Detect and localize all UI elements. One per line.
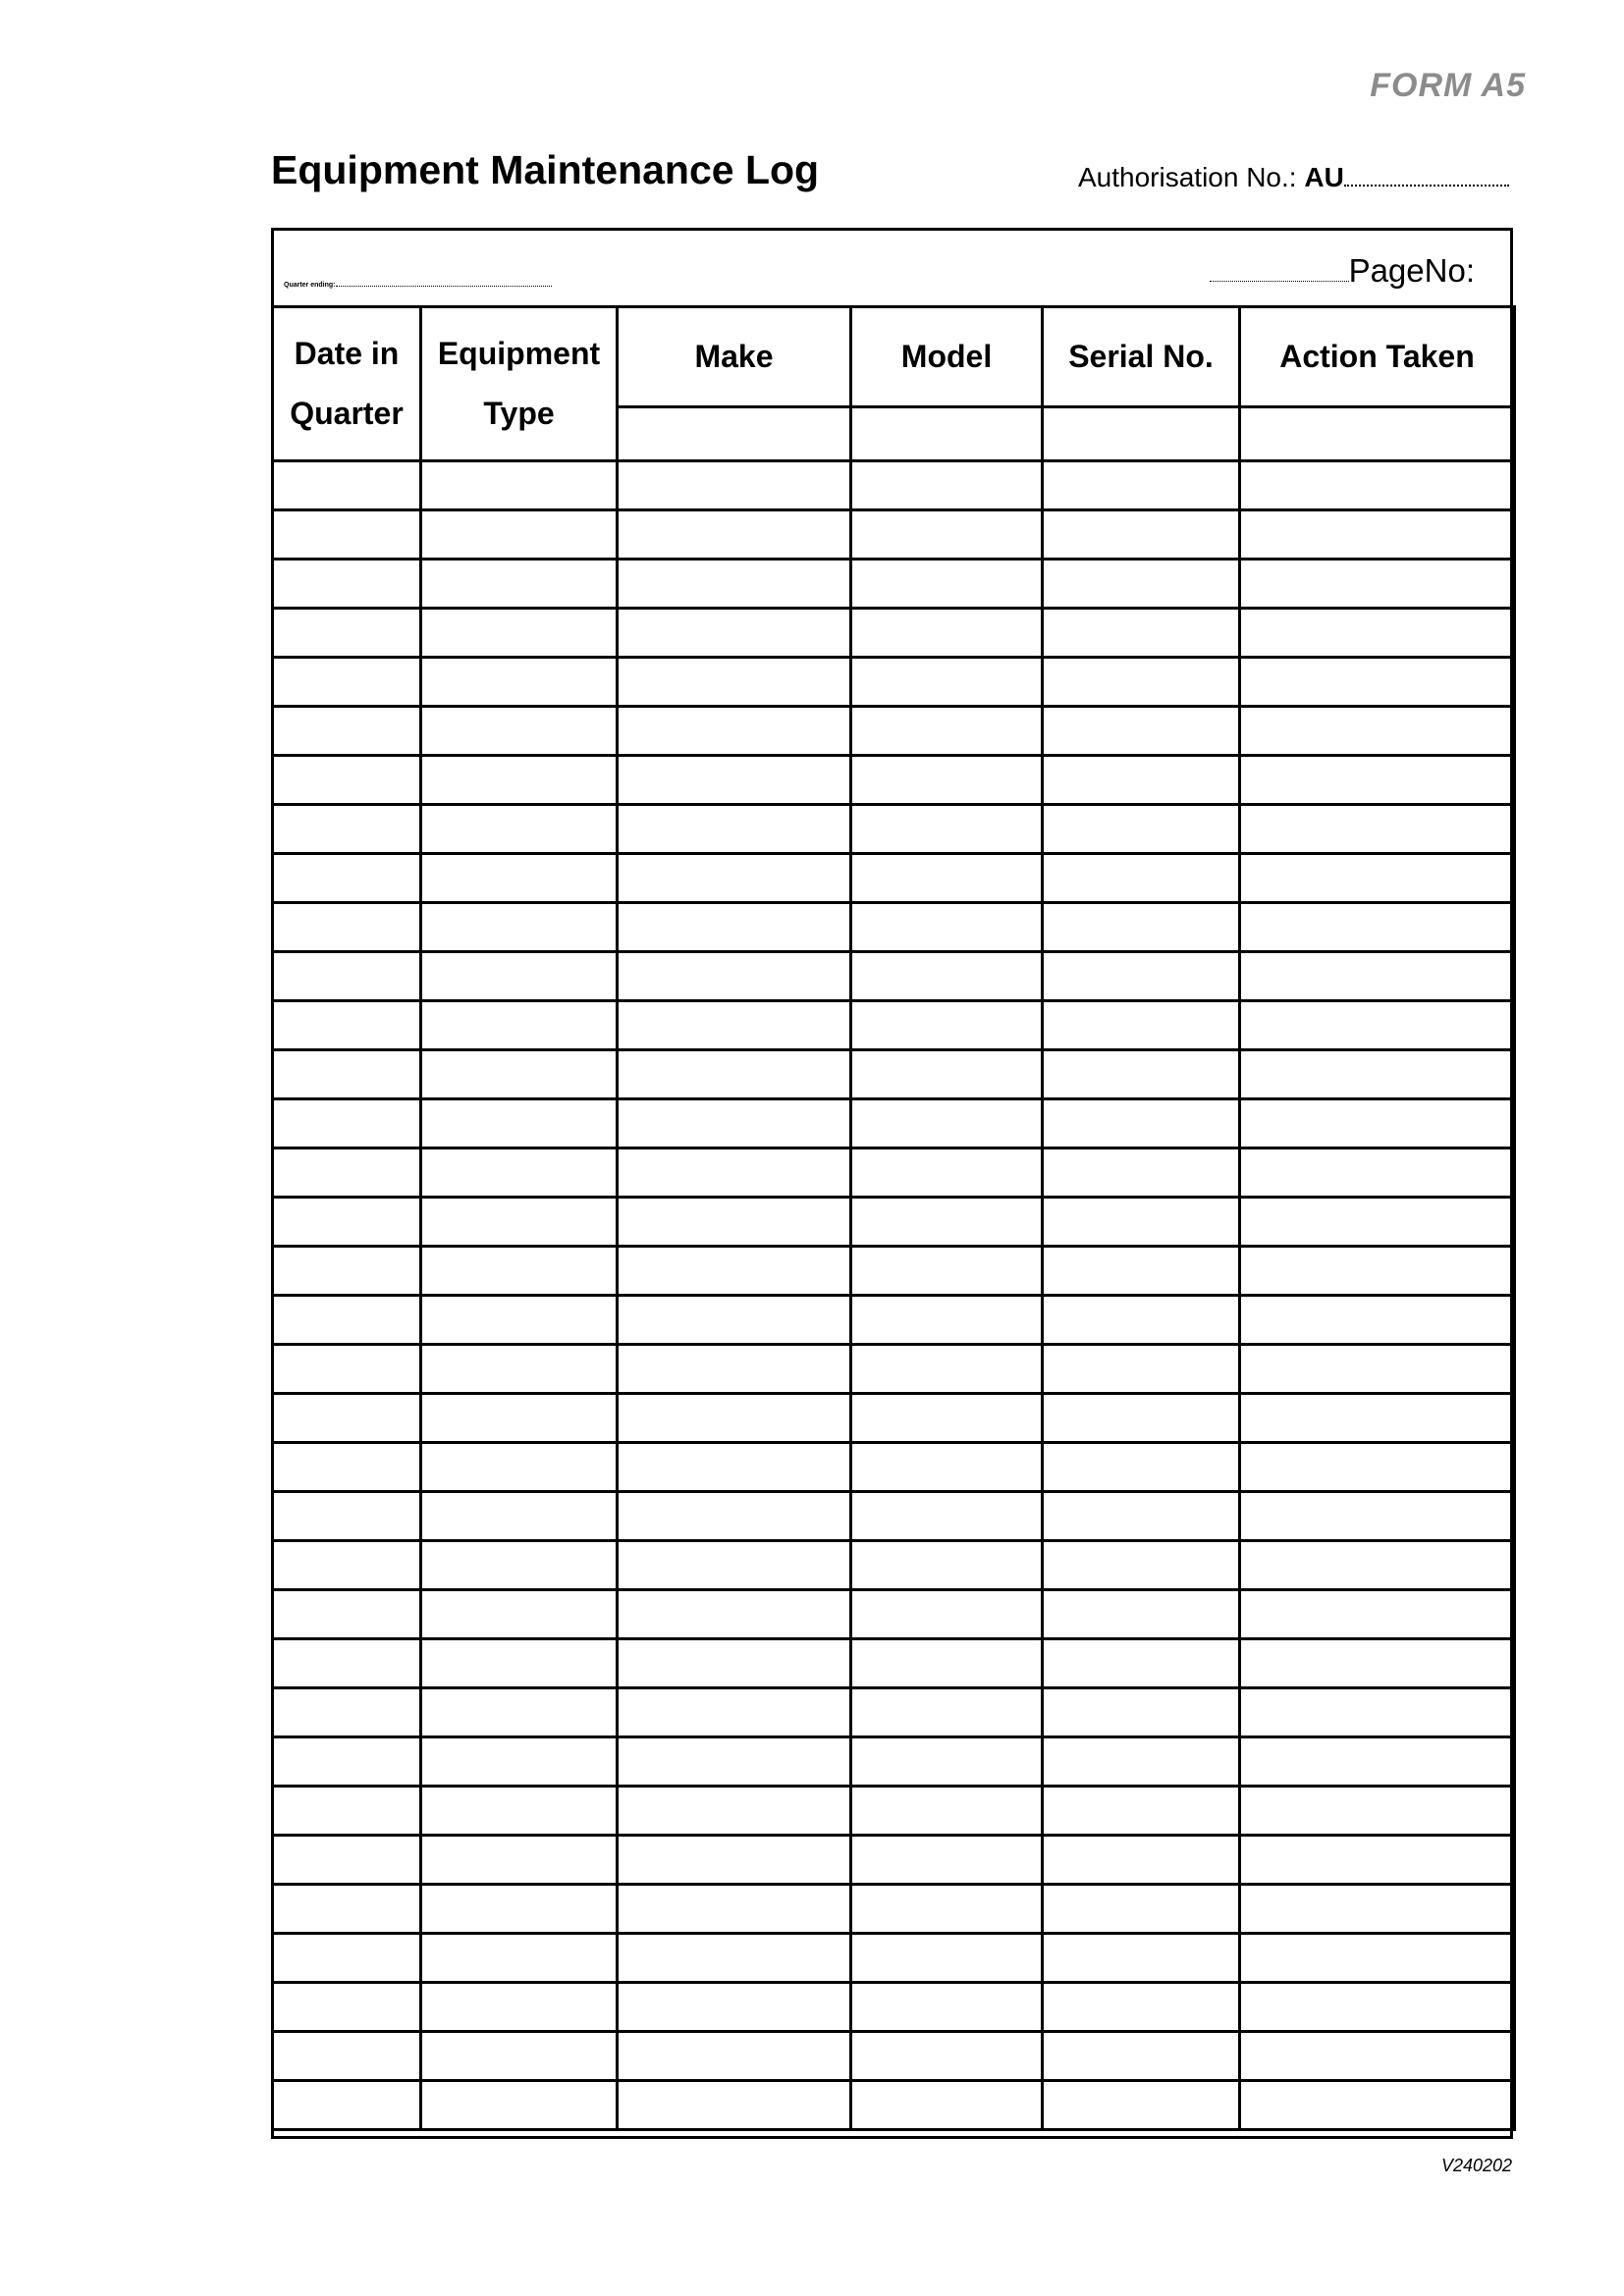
table-cell[interactable] [851,707,1043,756]
authorisation-number [1078,162,1509,193]
table-cell[interactable] [618,854,851,903]
table-row [273,1541,1515,1590]
table-cell[interactable] [1240,1639,1515,1688]
table-cell[interactable] [851,407,1043,461]
sheet-header-band [274,231,1510,308]
table-cell[interactable] [421,1247,618,1296]
table-cell[interactable] [618,805,851,854]
table-cell[interactable] [851,2081,1043,2130]
table-cell[interactable] [1240,658,1515,707]
table-cell[interactable] [1043,1394,1240,1443]
table-cell[interactable] [421,1050,618,1099]
table-cell[interactable] [1043,1541,1240,1590]
table-cell[interactable] [618,1050,851,1099]
table-cell[interactable] [618,1198,851,1247]
table-row [273,1247,1515,1296]
table-cell[interactable] [851,805,1043,854]
table-cell[interactable] [851,1345,1043,1394]
table-cell[interactable] [421,1148,618,1198]
table-cell[interactable] [421,1099,618,1148]
authorisation-label: Authorisation No.: [1078,162,1297,192]
table-cell[interactable] [618,2081,851,2130]
table-cell[interactable] [618,1492,851,1541]
table-cell[interactable] [421,1836,618,1885]
table-cell[interactable] [851,1394,1043,1443]
authorisation-prefix: AU [1304,162,1344,192]
table-row [273,805,1515,854]
table-cell[interactable] [273,1099,421,1148]
table-cell[interactable] [421,1737,618,1787]
table-cell[interactable] [421,707,618,756]
table-cell[interactable] [421,1639,618,1688]
column-header-model: Model [851,307,1043,407]
table-cell[interactable] [1240,805,1515,854]
table-cell[interactable] [421,461,618,510]
table-cell[interactable] [851,1836,1043,1885]
table-cell[interactable] [618,1345,851,1394]
table-row [273,1737,1515,1787]
table-cell[interactable] [273,1296,421,1345]
table-cell[interactable] [273,854,421,903]
table-cell[interactable] [1043,1934,1240,1983]
table-cell[interactable] [618,1590,851,1639]
table-cell[interactable] [273,1836,421,1885]
table-cell[interactable] [273,903,421,952]
table-cell[interactable] [851,1050,1043,1099]
table-cell[interactable] [1043,854,1240,903]
table-cell[interactable] [273,1688,421,1737]
table-cell[interactable] [618,707,851,756]
table-cell[interactable] [1240,1885,1515,1934]
table-header-row [273,307,1515,407]
table-row [273,1688,1515,1737]
table-cell[interactable] [1240,1934,1515,1983]
table-row [273,1983,1515,2032]
table-cell[interactable] [1240,1148,1515,1198]
table-cell[interactable] [1240,1443,1515,1492]
table-cell[interactable] [421,1443,618,1492]
table-cell[interactable] [1043,1247,1240,1296]
table-cell[interactable] [1043,560,1240,609]
table-cell[interactable] [1043,707,1240,756]
table-cell[interactable] [421,903,618,952]
table-cell[interactable] [1240,1345,1515,1394]
table-cell[interactable] [618,1099,851,1148]
table-row [273,2081,1515,2130]
table-cell[interactable] [273,1590,421,1639]
table-cell[interactable] [273,1737,421,1787]
table-cell[interactable] [618,1394,851,1443]
table-cell[interactable] [1240,707,1515,756]
table-cell[interactable] [618,1885,851,1934]
table-cell[interactable] [618,1836,851,1885]
table-cell[interactable] [421,1492,618,1541]
maintenance-log-table [271,305,1516,2131]
table-row [273,1050,1515,1099]
table-cell[interactable] [851,1934,1043,1983]
table-cell[interactable] [851,1885,1043,1934]
column-header-serial-no: Serial No. [1043,307,1240,407]
table-cell[interactable] [1043,1345,1240,1394]
table-cell[interactable] [851,560,1043,609]
table-cell[interactable] [1240,1737,1515,1787]
table-cell[interactable] [273,1443,421,1492]
table-cell[interactable] [273,1050,421,1099]
table-cell[interactable] [618,1001,851,1050]
table-cell[interactable] [618,1983,851,2032]
table-cell[interactable] [1240,1836,1515,1885]
table-row [273,756,1515,805]
table-cell[interactable] [1240,952,1515,1001]
table-cell[interactable] [273,609,421,658]
table-row [273,903,1515,952]
table-cell[interactable] [851,1590,1043,1639]
table-cell[interactable] [851,854,1043,903]
table-cell[interactable] [618,1787,851,1836]
authorisation-entry-line[interactable] [1344,184,1509,187]
table-cell[interactable] [1043,1787,1240,1836]
table-cell[interactable] [1043,1050,1240,1099]
table-cell[interactable] [421,854,618,903]
table-cell[interactable] [421,1688,618,1737]
table-cell[interactable] [1240,407,1515,461]
table-cell[interactable] [273,2032,421,2081]
table-row [273,1148,1515,1198]
page-number-label: PageNo: [1348,252,1475,289]
table-cell[interactable] [618,1148,851,1198]
table-cell[interactable] [1240,2032,1515,2081]
column-header-equipment-type: Equipment Type [421,307,618,461]
table-cell[interactable] [1043,1836,1240,1885]
table-cell[interactable] [421,1787,618,1836]
table-cell[interactable] [618,407,851,461]
table-cell[interactable] [273,1787,421,1836]
table-cell[interactable] [273,1934,421,1983]
form-code: FORM A5 [1370,67,1526,104]
table-cell[interactable] [421,1198,618,1247]
table-cell[interactable] [1043,609,1240,658]
table-cell[interactable] [1240,756,1515,805]
table-cell[interactable] [851,609,1043,658]
table-cell[interactable] [1043,1590,1240,1639]
table-cell[interactable] [1240,510,1515,560]
table-cell[interactable] [273,756,421,805]
table-cell[interactable] [421,805,618,854]
page-number-entry-line[interactable] [1210,280,1349,282]
table-cell[interactable] [273,1541,421,1590]
table-cell[interactable] [851,510,1043,560]
table-cell[interactable] [1240,1787,1515,1836]
table-cell[interactable] [1043,1639,1240,1688]
table-cell[interactable] [851,952,1043,1001]
table-cell[interactable] [1043,1296,1240,1345]
table-cell[interactable] [851,1492,1043,1541]
table-cell[interactable] [1240,1492,1515,1541]
table-cell[interactable] [421,560,618,609]
table-cell[interactable] [421,952,618,1001]
table-cell[interactable] [1240,2081,1515,2130]
table-cell[interactable] [1043,407,1240,461]
table-cell[interactable] [851,1099,1043,1148]
table-cell[interactable] [1240,1247,1515,1296]
quarter-ending-field [284,282,552,289]
table-cell[interactable] [273,707,421,756]
table-row [273,854,1515,903]
table-cell[interactable] [618,609,851,658]
table-cell[interactable] [421,2032,618,2081]
table-cell[interactable] [1240,1296,1515,1345]
table-cell[interactable] [1043,1001,1240,1050]
column-header-date: Date in Quarter [273,307,421,461]
table-cell[interactable] [618,461,851,510]
table-cell[interactable] [1240,1541,1515,1590]
table-cell[interactable] [421,1541,618,1590]
table-row [273,1590,1515,1639]
table-row [273,2032,1515,2081]
table-cell[interactable] [1043,903,1240,952]
table-cell[interactable] [851,1737,1043,1787]
table-cell[interactable] [421,609,618,658]
table-cell[interactable] [273,2081,421,2130]
log-sheet [271,228,1513,2139]
table-cell[interactable] [1043,952,1240,1001]
table-cell[interactable] [851,1787,1043,1836]
page-number-field [1210,252,1475,290]
table-cell[interactable] [851,1247,1043,1296]
table-cell[interactable] [1043,1099,1240,1148]
table-cell[interactable] [273,560,421,609]
table-cell[interactable] [421,756,618,805]
table-cell[interactable] [1043,2032,1240,2081]
table-cell[interactable] [421,1590,618,1639]
table-cell[interactable] [851,461,1043,510]
table-row [273,952,1515,1001]
table-cell[interactable] [851,658,1043,707]
table-row [273,1198,1515,1247]
table-cell[interactable] [851,1688,1043,1737]
table-cell[interactable] [618,1443,851,1492]
table-cell[interactable] [273,1394,421,1443]
table-row [273,707,1515,756]
table-row [273,1394,1515,1443]
quarter-ending-label: Quarter ending: [284,282,336,289]
table-cell[interactable] [618,1296,851,1345]
table-cell[interactable] [421,1001,618,1050]
table-row [273,1836,1515,1885]
table-cell[interactable] [1043,805,1240,854]
table-cell[interactable] [273,1639,421,1688]
table-cell[interactable] [1043,1983,1240,2032]
table-cell[interactable] [1240,903,1515,952]
table-cell[interactable] [1043,658,1240,707]
table-cell[interactable] [1240,609,1515,658]
table-cell[interactable] [851,1296,1043,1345]
table-cell[interactable] [618,1541,851,1590]
table-cell[interactable] [273,952,421,1001]
table-cell[interactable] [851,1198,1043,1247]
version-code: V240202 [1441,2156,1513,2175]
table-cell[interactable] [421,658,618,707]
table-cell[interactable] [421,1934,618,1983]
table-row [273,1639,1515,1688]
table-cell[interactable] [851,1639,1043,1688]
table-cell[interactable] [851,1983,1043,2032]
table-cell[interactable] [1240,1688,1515,1737]
table-row [273,1345,1515,1394]
table-cell[interactable] [1240,461,1515,510]
table-cell[interactable] [1240,1099,1515,1148]
table-cell[interactable] [1240,1394,1515,1443]
table-cell[interactable] [1043,461,1240,510]
quarter-ending-entry-line[interactable] [336,285,552,287]
table-cell[interactable] [273,1198,421,1247]
table-cell[interactable] [421,1296,618,1345]
table-cell[interactable] [1240,1050,1515,1099]
table-cell[interactable] [1240,1590,1515,1639]
table-cell[interactable] [851,1541,1043,1590]
table-row [273,1001,1515,1050]
table-row [273,1099,1515,1148]
table-cell[interactable] [1043,756,1240,805]
table-row [273,1885,1515,1934]
table-cell[interactable] [618,952,851,1001]
table-cell[interactable] [1043,1443,1240,1492]
table-cell[interactable] [273,805,421,854]
table-row [273,609,1515,658]
table-row [273,510,1515,560]
table-cell[interactable] [273,1983,421,2032]
table-cell[interactable] [421,2081,618,2130]
table-cell[interactable] [851,1443,1043,1492]
table-cell[interactable] [618,756,851,805]
table-cell[interactable] [618,2032,851,2081]
table-cell[interactable] [421,1345,618,1394]
table-cell[interactable] [851,756,1043,805]
column-header-action-taken: Action Taken [1240,307,1515,407]
table-cell[interactable] [273,1148,421,1198]
table-cell[interactable] [618,510,851,560]
table-cell[interactable] [1043,1198,1240,1247]
table-cell[interactable] [618,1934,851,1983]
table-cell[interactable] [421,1885,618,1934]
table-cell[interactable] [273,1885,421,1934]
table-cell[interactable] [618,1639,851,1688]
table-cell[interactable] [1043,1688,1240,1737]
table-row [273,1296,1515,1345]
table-row [273,461,1515,510]
table-cell[interactable] [421,1983,618,2032]
table-row [273,1492,1515,1541]
table-cell[interactable] [851,903,1043,952]
table-cell[interactable] [273,1001,421,1050]
table-cell[interactable] [273,1345,421,1394]
table-cell[interactable] [618,1737,851,1787]
log-rows [273,461,1515,2130]
table-cell[interactable] [273,1247,421,1296]
table-cell[interactable] [618,1688,851,1737]
table-cell[interactable] [851,1001,1043,1050]
table-cell[interactable] [1240,1198,1515,1247]
table-row [273,1787,1515,1836]
table-cell[interactable] [1043,510,1240,560]
table-cell[interactable] [1043,1148,1240,1198]
table-cell[interactable] [421,510,618,560]
table-row [273,1443,1515,1492]
table-cell[interactable] [618,658,851,707]
table-cell[interactable] [1043,1885,1240,1934]
table-cell[interactable] [1043,1737,1240,1787]
table-row [273,658,1515,707]
table-cell[interactable] [1240,854,1515,903]
table-cell[interactable] [618,1247,851,1296]
table-cell[interactable] [618,903,851,952]
table-cell[interactable] [273,461,421,510]
table-cell[interactable] [1240,1001,1515,1050]
table-cell[interactable] [1240,1983,1515,2032]
table-cell[interactable] [421,1394,618,1443]
page-title: Equipment Maintenance Log [271,147,820,192]
table-cell[interactable] [851,2032,1043,2081]
column-header-make: Make [618,307,851,407]
table-cell[interactable] [1240,560,1515,609]
table-cell[interactable] [273,510,421,560]
table-cell[interactable] [1043,1492,1240,1541]
table-cell[interactable] [273,1492,421,1541]
table-row [273,560,1515,609]
table-row [273,1934,1515,1983]
table-cell[interactable] [1043,2081,1240,2130]
table-cell[interactable] [618,560,851,609]
table-cell[interactable] [273,658,421,707]
table-cell[interactable] [851,1148,1043,1198]
